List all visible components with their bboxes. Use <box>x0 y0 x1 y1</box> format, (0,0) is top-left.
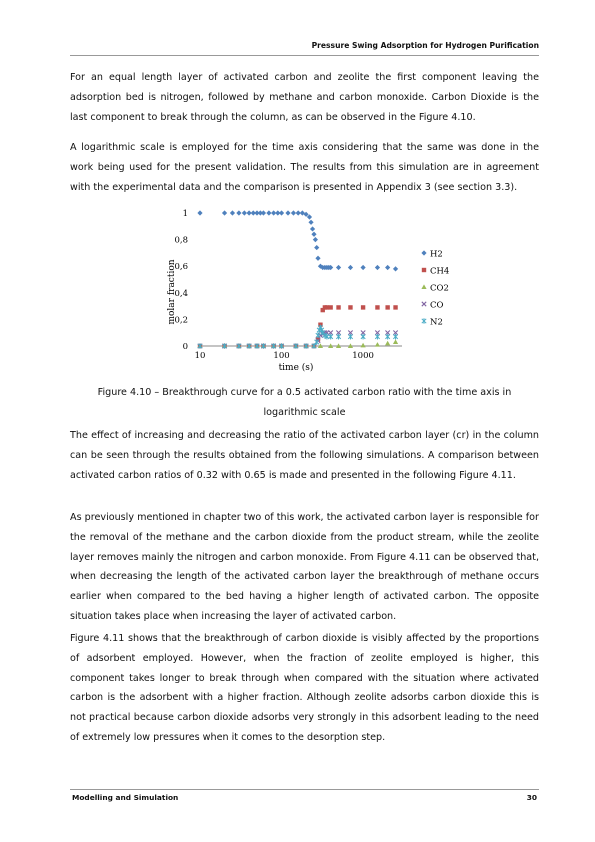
legend-label: CH4 <box>430 266 450 277</box>
page-number: 30 <box>526 793 537 802</box>
series-ch4 <box>198 305 398 348</box>
data-point <box>315 339 319 345</box>
data-point <box>375 265 380 270</box>
data-point <box>393 339 398 344</box>
legend-label: CO2 <box>430 283 449 294</box>
data-point <box>316 333 320 339</box>
legend-marker <box>421 250 426 255</box>
data-point <box>310 226 315 231</box>
paragraph-3: The effect of increasing and decreasing the ratio of the activated carbon layer (cr) in the column can be seen through the results obtained from the following simulations. A comparison between activated carbon ratios of 0.32 with 0.65 is made and presented in the following Figure 4.11. <box>70 430 539 481</box>
paragraph-4: As previously mentioned in chapter two of this work, the activated carbon layer is responsible for the removal of the methane and the carbon dioxide from the product stream, while the zeolite layer removes mainly the nitrogen and carbon monoxide. From Figure 4.11 can be observed that, when decreasing the length of the activated carbon layer the breakthrough of methane occurs earlier when compared to the bed having a higher length of activated carbon. The opposite situation takes place when increasing the layer of activated carbon. <box>70 512 539 622</box>
y-tick-label: 0,8 <box>174 235 188 246</box>
x-tick-label: 1000 <box>352 351 374 361</box>
y-axis-label: molar fraction <box>167 259 177 325</box>
footer-rule <box>70 789 539 790</box>
y-tick-label: 0,4 <box>174 288 188 299</box>
data-point <box>279 210 284 215</box>
data-point <box>311 232 316 237</box>
data-point <box>314 245 319 250</box>
legend-label: CO <box>430 300 444 311</box>
x-tick-label: 10 <box>194 351 206 361</box>
data-point <box>361 305 365 309</box>
header-rule <box>70 55 539 56</box>
data-point <box>291 210 296 215</box>
data-point <box>375 334 379 340</box>
data-point <box>328 305 332 309</box>
legend-label: H2 <box>430 249 443 260</box>
data-point <box>361 334 365 340</box>
data-point <box>266 210 271 215</box>
data-point <box>313 237 318 242</box>
data-point <box>336 265 341 270</box>
data-point <box>285 210 290 215</box>
data-point <box>336 334 340 340</box>
legend-label: N2 <box>430 317 443 328</box>
data-point <box>393 305 397 309</box>
data-point <box>197 210 202 215</box>
legend-marker <box>421 284 426 289</box>
data-point <box>385 341 390 346</box>
chart-legend <box>421 250 449 328</box>
data-point <box>385 265 390 270</box>
data-point <box>375 342 380 347</box>
footer-section: Modelling and Simulation <box>72 793 179 802</box>
data-point <box>393 266 398 271</box>
data-point <box>236 210 241 215</box>
data-point <box>348 265 353 270</box>
data-point <box>242 210 247 215</box>
data-point <box>348 305 352 309</box>
data-point <box>336 305 340 309</box>
series-h2 <box>197 210 398 271</box>
figure-caption: Figure 4.10 – Breakthrough curve for a 0.5 activated carbon ratio with the time axis in logarithmic scale <box>97 387 512 418</box>
data-point <box>328 334 332 340</box>
data-point <box>385 305 389 309</box>
data-point <box>360 265 365 270</box>
data-point <box>222 210 227 215</box>
legend-marker <box>422 268 426 272</box>
legend-marker <box>422 302 426 306</box>
paragraph-1: For an equal length layer of activated carbon and zeolite the first component leaving the adsorption bed is nitrogen, followed by methane and carbon monoxide. Carbon Dioxide is the last component to break through the column, as can be observed in the Figure 4.10. <box>70 72 539 123</box>
y-tick-label: 0,6 <box>174 262 188 273</box>
paragraph-2: A logarithmic scale is employed for the time axis considering that the same was done in the work being used for the present validation. The results from this simulation are in agreement with the experimental data and the comparison is presented in Appendix 3 (see section 3.3). <box>70 142 539 193</box>
data-point <box>385 334 389 340</box>
data-point <box>315 256 320 261</box>
y-tick-label: 0 <box>182 342 188 352</box>
running-header: Pressure Swing Adsorption for Hydrogen Purification <box>311 41 539 50</box>
legend-marker <box>422 318 426 324</box>
data-point <box>393 334 397 340</box>
chart-series <box>197 210 398 348</box>
data-point <box>375 305 379 309</box>
y-tick-label: 0,2 <box>174 315 188 326</box>
data-point <box>261 210 266 215</box>
breakthrough-chart <box>160 200 460 378</box>
data-point <box>348 334 352 340</box>
x-ticks <box>195 351 374 361</box>
x-tick-label: 100 <box>273 351 290 361</box>
data-point <box>360 343 365 348</box>
x-axis-label: time (s) <box>278 363 314 373</box>
data-point <box>230 210 235 215</box>
data-point <box>308 220 313 225</box>
y-tick-label: 1 <box>182 209 188 219</box>
paragraph-5: Figure 4.11 shows that the breakthrough of carbon dioxide is visibly affected by the proportions of adsorbent employed. However, when the fraction of zeolite employed is higher, this component takes longer to break through when compared with the situation where activated carbon is the adsorbent with a higher fraction. Although zeolite adsorbs carbon dioxide this is not practical because carbon dioxide adsorbs very strongly in this adsorbent leading to the need of extremely low pressures when it comes to the desorption step. <box>70 633 539 743</box>
